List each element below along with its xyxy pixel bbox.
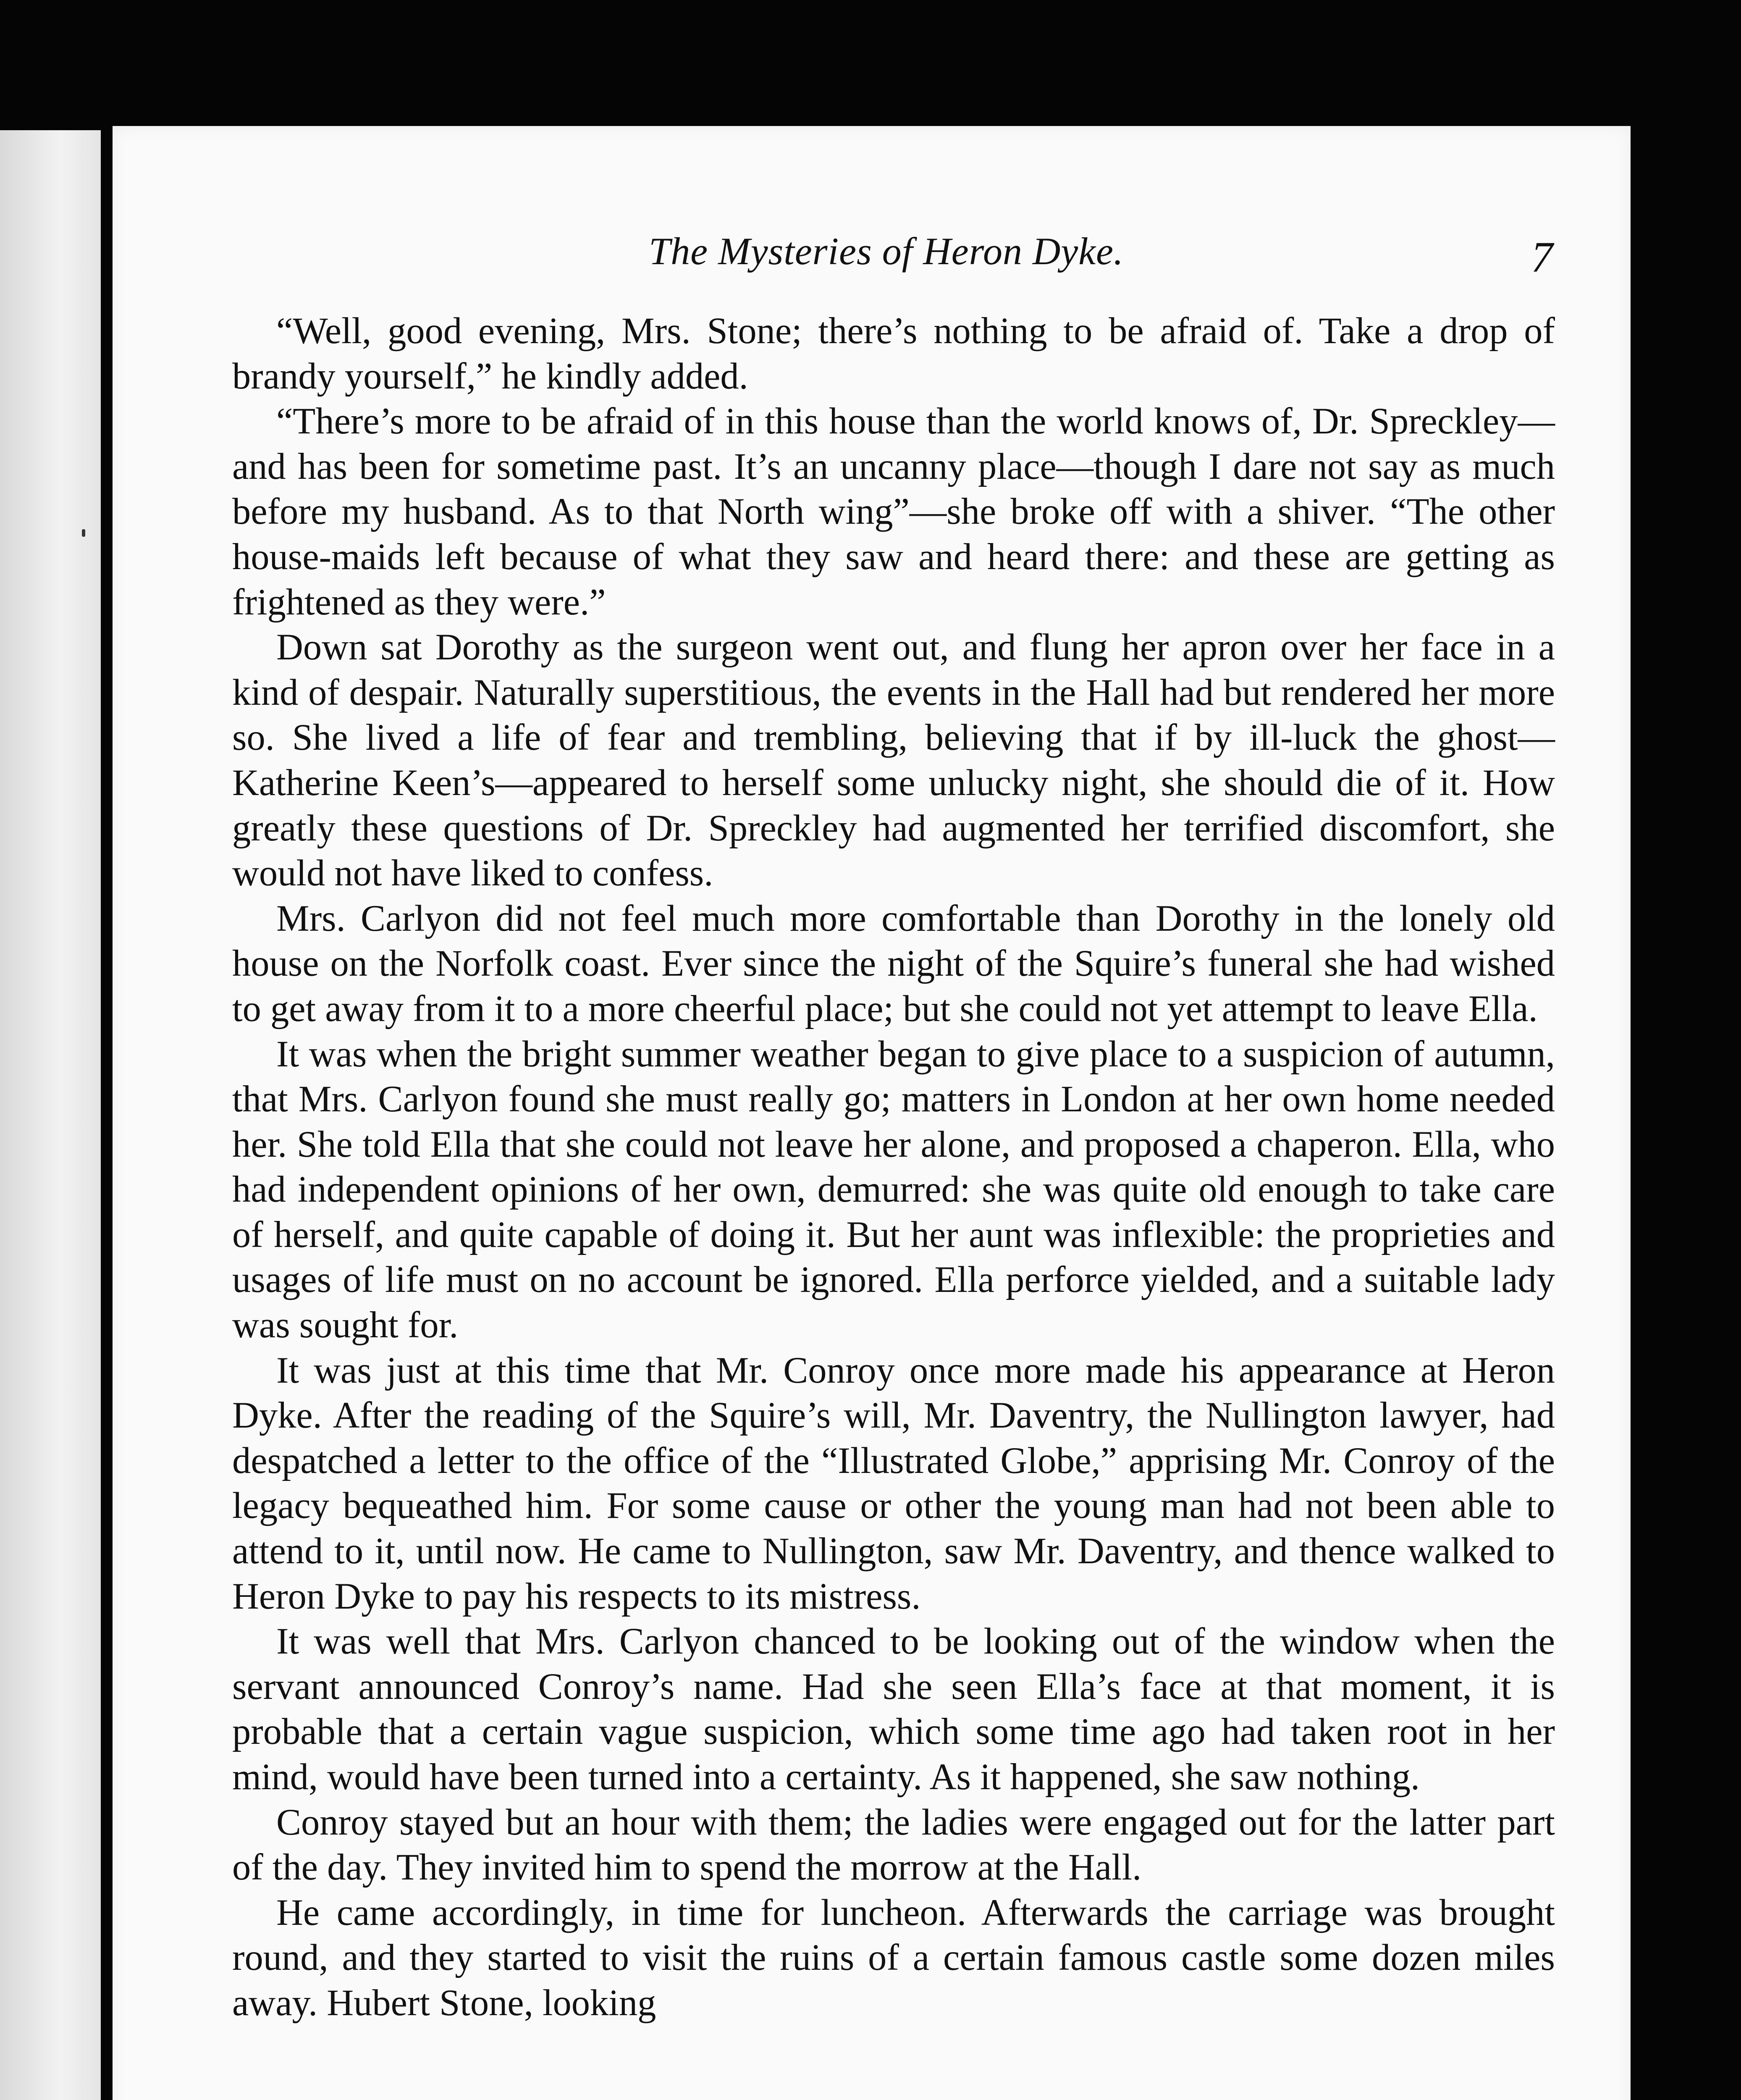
paragraph: It was when the bright summer weather began to give place to a suspicion of autumn, that Mrs. Carlyon found she must really go; matters in London at her own home needed her. She told Ella that she could not leave her alone, and proposed a chaperon. Ella, who had independent opinions of her own, demurred: she was quite old enough to take care of herself, and quite capable of doing it. But her aunt was inflexible: the proprieties and usages of life must on no account be ignored. Ella perforce yielded, and a suitable lady was sought for. xyxy=(232,1033,1555,1346)
book-page xyxy=(113,126,1631,2100)
page-number: 7 xyxy=(1531,233,1553,281)
paragraph: Conroy stayed but an hour with them; the ladies were engaged out for the latter part of the day. They invited him to spend the morrow at the Hall. xyxy=(232,1801,1555,1888)
stray-ink-mark xyxy=(82,529,85,537)
paragraph: It was just at this time that Mr. Conroy once more made his appearance at Heron Dyke. After the reading of the Squire’s will, Mr. Daventry, the Nullington lawyer, had despatched a letter to the office of the “Illustrated Globe,” apprising Mr. Conroy of the legacy bequeathed him. For some cause or other the young man had not been able to attend to it, until now. He came to Nullington, saw Mr. Daventry, and thence walked to Heron Dyke to pay his respects to its mistress. xyxy=(232,1349,1555,1617)
page-content xyxy=(113,126,1631,2100)
paragraph: He came accordingly, in time for luncheon. Afterwards the carriage was brought round, and they started to visit the ruins of a certain famous castle some dozen miles away. Hubert Stone, looking xyxy=(232,1892,1555,2024)
paragraph: “Well, good evening, Mrs. Stone; there’s nothing to be afraid of. Take a drop of brandy yourself,” he kindly added. xyxy=(232,310,1555,397)
running-title: The Mysteries of Heron Dyke. xyxy=(649,230,1124,273)
paragraph: Mrs. Carlyon did not feel much more comfortable than Dorothy in the lonely old house on the Norfolk coast. Ever since the night of the Squire’s funeral she had wished to get away from it to a more cheerful place; but she could not yet attempt to leave Ella. xyxy=(232,898,1555,1029)
previous-page-edge xyxy=(0,130,101,2100)
paragraph: Down sat Dorothy as the surgeon went out, and flung her apron over her face in a kind of despair. Naturally superstitious, the events in the Hall had but rendered her more so. She lived a life of fear and trembling, believing that if by ill-luck the ghost—Katherine Keen’s—appeared to herself some unlucky night, she should die of it. How greatly these questions of Dr. Spreckley had augmented her terrified discomfort, she would not have liked to confess. xyxy=(232,627,1555,894)
paragraph: It was well that Mrs. Carlyon chanced to be looking out of the window when the servant announced Conroy’s name. Had she seen Ella’s face at that moment, it is probable that a certain vague suspicion, which some time ago had taken root in her mind, would have been turned into a certainty. As it happened, she saw nothing. xyxy=(232,1621,1555,1798)
body-text xyxy=(232,309,1555,2026)
paragraph: “There’s more to be afraid of in this house than the world knows of, Dr. Spreckley—and has been for sometime past. It’s an uncanny place—though I dare not say as much before my husband. As to that North wing”—she broke off with a shiver. “The other house-maids left because of what they saw and heard there: and these are getting as frightened as they were.” xyxy=(232,401,1555,623)
running-head xyxy=(220,229,1553,288)
